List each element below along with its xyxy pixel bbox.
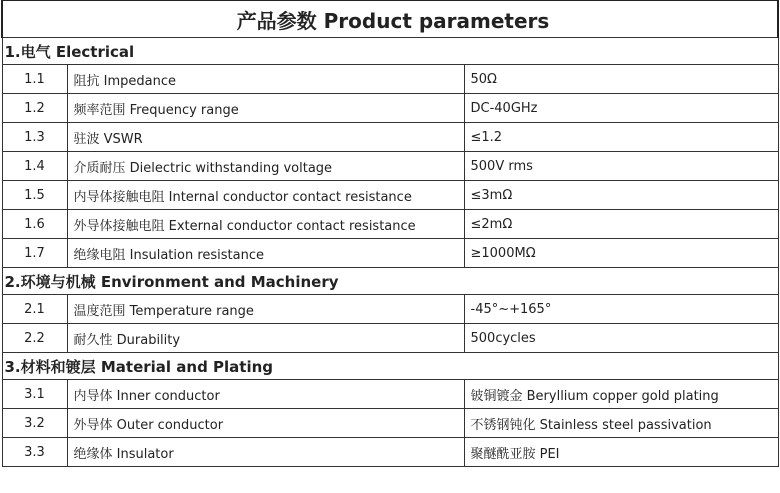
table-row bbox=[2, 239, 778, 268]
table-row bbox=[2, 210, 778, 239]
parameter-name: 耐久性 Durability bbox=[67, 324, 464, 353]
row-number: 1.6 bbox=[2, 210, 67, 239]
parameter-name: 温度范围 Temperature range bbox=[67, 295, 464, 324]
parameter-name: 阻抗 Impedance bbox=[67, 65, 464, 94]
parameter-name: 频率范围 Frequency range bbox=[67, 94, 464, 123]
parameter-value: ≥1000MΩ bbox=[464, 239, 778, 268]
row-number: 3.1 bbox=[2, 380, 67, 409]
parameters-table bbox=[1, 0, 779, 467]
row-number: 2.2 bbox=[2, 324, 67, 353]
table-row bbox=[2, 94, 778, 123]
parameter-value: 不锈钢钝化 Stainless steel passivation bbox=[464, 409, 778, 438]
parameter-value: ≤1.2 bbox=[464, 123, 778, 152]
row-number: 3.3 bbox=[2, 438, 67, 467]
row-number: 2.1 bbox=[2, 295, 67, 324]
parameter-value: 500cycles bbox=[464, 324, 778, 353]
row-number: 3.2 bbox=[2, 409, 67, 438]
table-row bbox=[2, 324, 778, 353]
table-row bbox=[2, 123, 778, 152]
parameter-name: 绝缘电阻 Insulation resistance bbox=[67, 239, 464, 268]
parameter-name: 内导体 Inner conductor bbox=[67, 380, 464, 409]
page-title: 产品参数 Product parameters bbox=[2, 1, 778, 38]
table-row bbox=[2, 181, 778, 210]
row-number: 1.1 bbox=[2, 65, 67, 94]
table-row bbox=[2, 295, 778, 324]
table-row bbox=[2, 380, 778, 409]
row-number: 1.7 bbox=[2, 239, 67, 268]
table-row bbox=[2, 152, 778, 181]
section-heading: 1.电气 Electrical bbox=[2, 38, 778, 65]
parameter-value: -45°~+165° bbox=[464, 295, 778, 324]
parameter-value: DC-40GHz bbox=[464, 94, 778, 123]
parameter-value: 聚醚酰亚胺 PEI bbox=[464, 438, 778, 467]
row-number: 1.3 bbox=[2, 123, 67, 152]
parameter-name: 外导体接触电阻 External conductor contact resistance bbox=[67, 210, 464, 239]
section-heading: 3.材料和镀层 Material and Plating bbox=[2, 353, 778, 380]
parameter-value: 500V rms bbox=[464, 152, 778, 181]
table-row bbox=[2, 409, 778, 438]
title-row bbox=[2, 1, 778, 38]
parameter-name: 绝缘体 Insulator bbox=[67, 438, 464, 467]
row-number: 1.2 bbox=[2, 94, 67, 123]
table-row bbox=[2, 438, 778, 467]
section-header-material bbox=[2, 353, 778, 380]
parameter-name: 外导体 Outer conductor bbox=[67, 409, 464, 438]
parameter-value: 50Ω bbox=[464, 65, 778, 94]
parameter-name: 驻波 VSWR bbox=[67, 123, 464, 152]
parameter-name: 内导体接触电阻 Internal conductor contact resistance bbox=[67, 181, 464, 210]
section-header-electrical bbox=[2, 38, 778, 65]
row-number: 1.4 bbox=[2, 152, 67, 181]
section-header-environment bbox=[2, 268, 778, 295]
parameter-value: ≤3mΩ bbox=[464, 181, 778, 210]
parameter-name: 介质耐压 Dielectric withstanding voltage bbox=[67, 152, 464, 181]
parameter-value: 铍铜镀金 Beryllium copper gold plating bbox=[464, 380, 778, 409]
section-heading: 2.环境与机械 Environment and Machinery bbox=[2, 268, 778, 295]
row-number: 1.5 bbox=[2, 181, 67, 210]
parameter-value: ≤2mΩ bbox=[464, 210, 778, 239]
table-row bbox=[2, 65, 778, 94]
